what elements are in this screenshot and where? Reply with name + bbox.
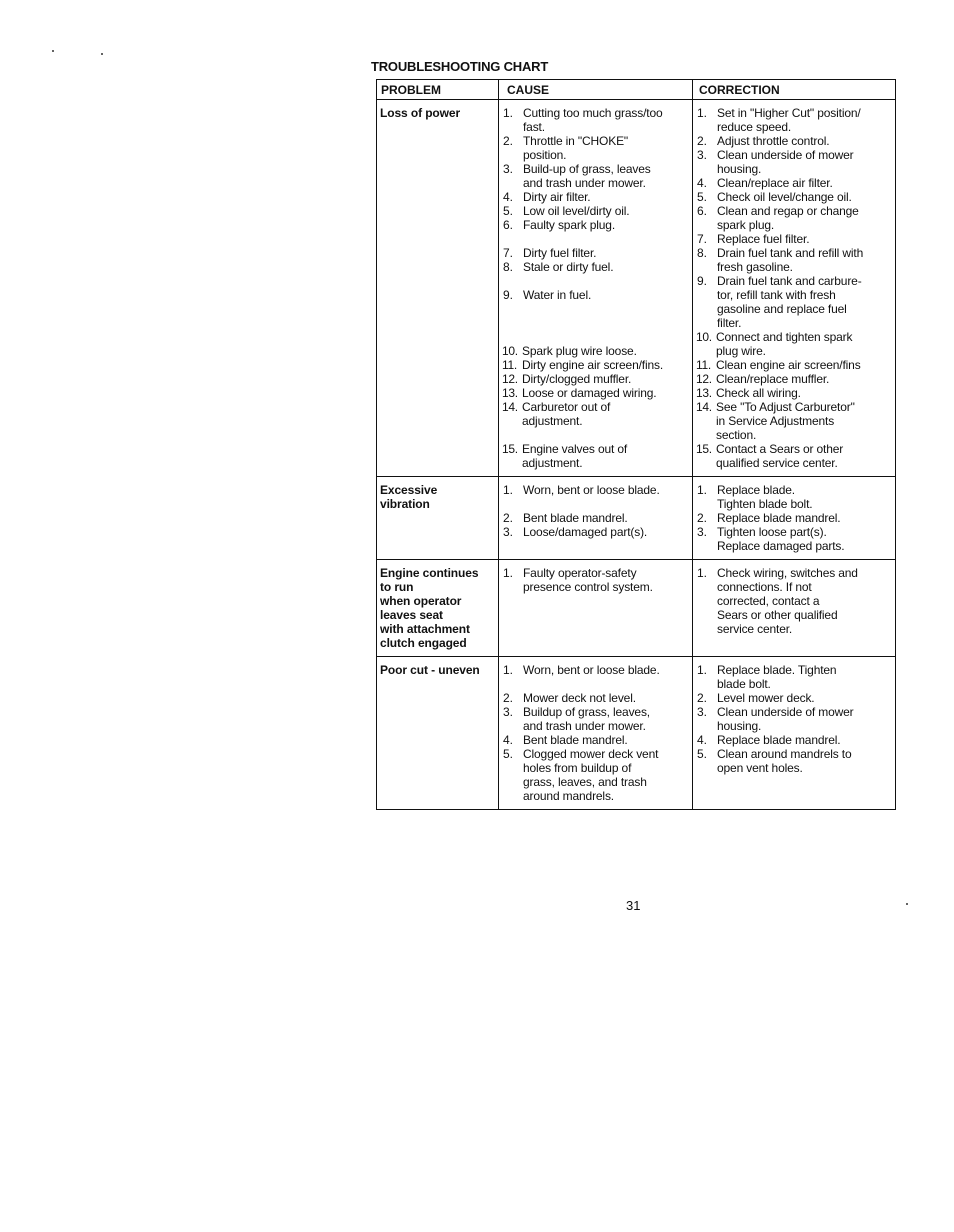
correction-item-number: 5. <box>697 747 708 761</box>
cause-item <box>501 358 690 372</box>
problem-cell <box>377 560 499 657</box>
correction-item-text: Drain fuel tank and carbure- tor, refill tank with fresh gasoline and replace fuel filter. <box>717 274 862 330</box>
cause-item <box>501 663 690 677</box>
cause-item-number: 15. <box>502 442 518 456</box>
correction-item-text: Replace blade. Tighten blade bolt. <box>717 483 813 511</box>
cause-item-number: 9. <box>503 288 514 302</box>
correction-item <box>695 442 893 470</box>
cause-item-number: 2. <box>503 511 514 525</box>
correction-item-text: Check all wiring. <box>716 386 801 400</box>
correction-item-text: Check wiring, switches and connections. If not corrected, contact a Sears or other qualified service center. <box>717 566 858 636</box>
cause-item <box>501 134 690 162</box>
correction-item-number: 7. <box>697 232 708 246</box>
cause-item <box>501 204 690 218</box>
cause-item <box>501 442 690 470</box>
page-number: 31 <box>626 898 641 913</box>
correction-item-number: 9. <box>697 274 708 288</box>
table-row <box>377 100 896 477</box>
cause-item <box>501 246 690 260</box>
correction-item-text: Check oil level/change oil. <box>717 190 852 204</box>
correction-cell <box>693 560 896 657</box>
correction-item-text: Tighten loose part(s). Replace damaged parts. <box>717 525 845 553</box>
page-speck <box>101 53 103 55</box>
cause-item <box>501 372 690 386</box>
correction-item-number: 6. <box>697 204 708 218</box>
problem-cell <box>377 657 499 810</box>
header-correction: CORRECTION <box>693 80 896 100</box>
table-header-row <box>377 80 896 100</box>
correction-item-number: 2. <box>697 691 708 705</box>
problem-text: Excessive vibration <box>380 483 438 511</box>
correction-item <box>695 400 893 442</box>
cause-item <box>501 400 690 428</box>
correction-item-number: 2. <box>697 511 708 525</box>
correction-item <box>695 176 893 190</box>
cause-item-number: 1. <box>503 483 514 497</box>
cause-item-number: 2. <box>503 134 514 148</box>
cause-cell <box>499 477 693 560</box>
cause-item-text: Buildup of grass, leaves, and trash under mower. <box>523 705 650 733</box>
correction-item <box>695 358 893 372</box>
correction-item-number: 4. <box>697 733 708 747</box>
correction-item-number: 11. <box>696 358 711 372</box>
cause-item <box>501 525 690 539</box>
correction-item <box>695 372 893 386</box>
correction-item <box>695 511 893 525</box>
cause-item <box>501 260 690 274</box>
table-row <box>377 477 896 560</box>
correction-item <box>695 483 893 511</box>
cause-cell <box>499 657 693 810</box>
correction-item-number: 15. <box>696 442 712 456</box>
correction-item-text: Clean/replace air filter. <box>717 176 833 190</box>
cause-item-text: Cutting too much grass/too fast. <box>523 106 663 134</box>
correction-item <box>695 733 893 747</box>
correction-item-number: 8. <box>697 246 708 260</box>
correction-item-number: 3. <box>697 525 708 539</box>
cause-item-number: 12. <box>502 372 518 386</box>
cause-item-text: Engine valves out of adjustment. <box>522 442 628 470</box>
header-cause: CAUSE <box>499 80 693 100</box>
correction-item <box>695 705 893 733</box>
table-row <box>377 657 896 810</box>
cause-item <box>501 344 690 358</box>
cause-item-text: Mower deck not level. <box>523 691 636 705</box>
correction-item-number: 1. <box>697 663 708 677</box>
cause-item-text: Dirty air filter. <box>523 190 591 204</box>
cause-item-number: 5. <box>503 204 514 218</box>
cause-cell <box>499 100 693 477</box>
correction-item <box>695 232 893 246</box>
cause-item-text: Bent blade mandrel. <box>523 733 628 747</box>
correction-item-text: Connect and tighten spark plug wire. <box>716 330 853 358</box>
cause-item-number: 3. <box>503 525 514 539</box>
correction-item-number: 5. <box>697 190 708 204</box>
cause-item-text: Dirty/clogged muffler. <box>522 372 632 386</box>
correction-item <box>695 663 893 691</box>
troubleshooting-table <box>376 79 896 810</box>
cause-item-number: 4. <box>503 733 514 747</box>
cause-item-number: 13. <box>502 386 518 400</box>
cause-item-text: Dirty engine air screen/fins. <box>522 358 664 372</box>
problem-text: Loss of power <box>380 106 461 120</box>
correction-item <box>695 747 893 775</box>
cause-item-number: 6. <box>503 218 514 232</box>
cause-item <box>501 691 690 705</box>
cause-item-text: Clogged mower deck vent holes from buildup of grass, leaves, and trash around mandrels. <box>523 747 659 803</box>
cause-item-text: Loose/damaged part(s). <box>523 525 648 539</box>
correction-item-number: 3. <box>697 705 708 719</box>
correction-item-text: Replace blade mandrel. <box>717 511 841 525</box>
cause-item-number: 1. <box>503 106 514 120</box>
cause-item-number: 1. <box>503 566 514 580</box>
cause-item-number: 7. <box>503 246 514 260</box>
problem-text: Engine continues to run when operator leaves seat with attachment clutch engaged <box>380 566 479 650</box>
cause-item-text: Dirty fuel filter. <box>523 246 597 260</box>
correction-item-text: Set in "Higher Cut" position/ reduce speed. <box>717 106 861 134</box>
correction-item-number: 13. <box>696 386 712 400</box>
correction-item-number: 2. <box>697 134 708 148</box>
correction-item-text: Clean/replace muffler. <box>716 372 830 386</box>
cause-item <box>501 511 690 525</box>
cause-item-text: Carburetor out of adjustment. <box>522 400 611 428</box>
cause-item <box>501 218 690 232</box>
cause-item-number: 10. <box>502 344 518 358</box>
cause-item <box>501 733 690 747</box>
correction-item-number: 14. <box>696 400 712 414</box>
correction-item-number: 10. <box>696 330 712 344</box>
correction-item <box>695 691 893 705</box>
cause-item-number: 5. <box>503 747 514 761</box>
cause-item <box>501 566 690 594</box>
cause-item-number: 2. <box>503 691 514 705</box>
correction-item-number: 1. <box>697 566 708 580</box>
header-problem: PROBLEM <box>377 80 499 100</box>
problem-cell <box>377 477 499 560</box>
cause-item-text: Spark plug wire loose. <box>522 344 637 358</box>
cause-item <box>501 483 690 497</box>
cause-item <box>501 106 690 134</box>
cause-item-text: Stale or dirty fuel. <box>523 260 614 274</box>
correction-item <box>695 190 893 204</box>
cause-cell <box>499 560 693 657</box>
cause-item-number: 4. <box>503 190 514 204</box>
cause-item <box>501 747 690 803</box>
correction-item-text: Clean underside of mower housing. <box>717 148 854 176</box>
correction-cell <box>693 100 896 477</box>
cause-item <box>501 386 690 400</box>
correction-item <box>695 386 893 400</box>
problem-text: Poor cut - uneven <box>380 663 480 677</box>
cause-item-text: Worn, bent or loose blade. <box>523 663 660 677</box>
cause-item-text: Worn, bent or loose blade. <box>523 483 660 497</box>
correction-item-text: Drain fuel tank and refill with fresh gasoline. <box>717 246 864 274</box>
cause-item-text: Throttle in "CHOKE" position. <box>523 134 629 162</box>
page-speck <box>906 903 908 905</box>
problem-cell <box>377 100 499 477</box>
correction-item-number: 1. <box>697 483 708 497</box>
correction-item-text: Clean underside of mower housing. <box>717 705 854 733</box>
correction-item-text: Replace blade mandrel. <box>717 733 841 747</box>
cause-item-text: Build-up of grass, leaves and trash under mower. <box>523 162 651 190</box>
cause-item-text: Water in fuel. <box>523 288 592 302</box>
cause-item-number: 3. <box>503 162 514 176</box>
cause-item-number: 14. <box>502 400 518 414</box>
correction-item <box>695 148 893 176</box>
correction-item-text: Contact a Sears or other qualified service center. <box>716 442 844 470</box>
correction-item-number: 3. <box>697 148 708 162</box>
correction-item-text: Adjust throttle control. <box>717 134 830 148</box>
correction-item-text: Level mower deck. <box>717 691 815 705</box>
cause-item <box>501 190 690 204</box>
cause-item-text: Low oil level/dirty oil. <box>523 204 630 218</box>
correction-item <box>695 330 893 358</box>
correction-item-number: 1. <box>697 106 708 120</box>
correction-item-text: Clean around mandrels to open vent holes. <box>717 747 852 775</box>
cause-item <box>501 162 690 190</box>
cause-item-number: 11. <box>502 358 517 372</box>
cause-item-number: 3. <box>503 705 514 719</box>
page-speck <box>52 50 54 52</box>
correction-item-text: Clean engine air screen/fins <box>716 358 861 372</box>
correction-item-text: Replace fuel filter. <box>717 232 810 246</box>
correction-item-text: See "To Adjust Carburetor" in Service Adjustments section. <box>716 400 855 442</box>
correction-item-text: Clean and regap or change spark plug. <box>717 204 859 232</box>
cause-item-number: 1. <box>503 663 514 677</box>
cause-item-text: Loose or damaged wiring. <box>522 386 657 400</box>
correction-item <box>695 134 893 148</box>
table-row <box>377 560 896 657</box>
table-body <box>377 100 896 810</box>
cause-item-text: Bent blade mandrel. <box>523 511 628 525</box>
correction-item <box>695 566 893 636</box>
correction-cell <box>693 657 896 810</box>
cause-item <box>501 288 690 302</box>
correction-item <box>695 274 893 330</box>
cause-item-text: Faulty operator-safety presence control system. <box>523 566 653 594</box>
correction-item-number: 4. <box>697 176 708 190</box>
correction-item <box>695 204 893 232</box>
correction-item <box>695 106 893 134</box>
correction-item <box>695 246 893 274</box>
cause-item-number: 8. <box>503 260 514 274</box>
correction-item <box>695 525 893 553</box>
correction-cell <box>693 477 896 560</box>
chart-title: TROUBLESHOOTING CHART <box>371 59 549 74</box>
correction-item-number: 12. <box>696 372 712 386</box>
cause-item-text: Faulty spark plug. <box>523 218 616 232</box>
correction-item-text: Replace blade. Tighten blade bolt. <box>717 663 837 691</box>
cause-item <box>501 705 690 733</box>
